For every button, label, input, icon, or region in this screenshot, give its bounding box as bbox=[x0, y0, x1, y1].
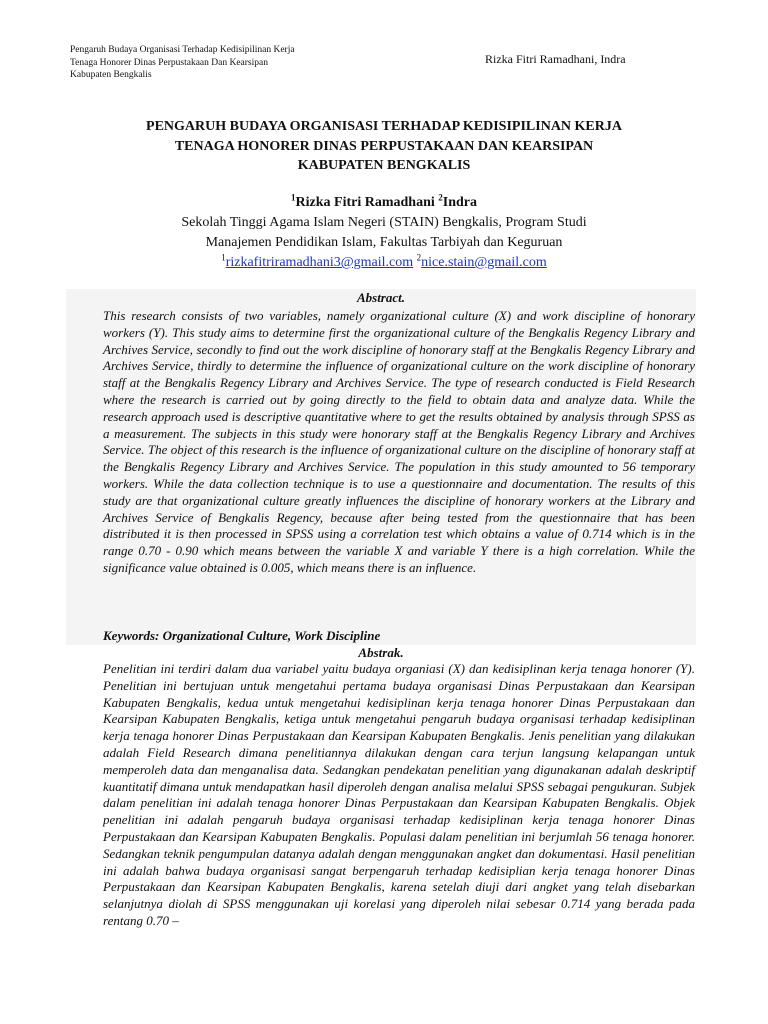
author-1-sup: 1 bbox=[291, 192, 296, 203]
author-block bbox=[60, 193, 708, 273]
title-line: TENAGA HONORER DINAS PERPUSTAKAAN DAN KEARSIPAN bbox=[174, 138, 594, 154]
running-header-title bbox=[70, 44, 370, 82]
email-link-1[interactable]: rizkafitriramadhani3@gmail.com bbox=[225, 255, 414, 270]
title-line: KABUPATEN BENGKALIS bbox=[297, 158, 471, 173]
running-title-line: Tenaga Honorer Dinas Perpustakaan Dan Kearsipan bbox=[70, 57, 268, 68]
affiliation-line: Manajemen Pendidikan Islam, Fakultas Tarbiyah dan Keguruan bbox=[205, 235, 563, 250]
paper-title bbox=[60, 117, 708, 176]
author-2-sup: 2 bbox=[438, 192, 443, 203]
email-link-2[interactable]: nice.stain@gmail.com bbox=[421, 255, 547, 270]
email-2-sup: 2 bbox=[416, 252, 422, 263]
abstract-heading: Abstract. bbox=[356, 290, 406, 305]
keywords: Keywords: Organizational Culture, Work Discipline bbox=[103, 628, 381, 643]
running-title-line: Kabupaten Bengkalis bbox=[70, 70, 152, 80]
author-names bbox=[60, 193, 708, 213]
abstract-body: This research consists of two variables, namely organizational culture (X) and work discipline of honorary workers (Y). This study aims to determine first the organizational culture of the Bengkalis Regency Library and Archives Service, secondly to find out the work discipline of honorary staff at the Bengkalis Regency Library and Archives Service, thirdly to determine the influence of organizational culture on the work discipline of honorary staff at the Bengkalis Regency Library and Archives Service. The type of research conducted is Field Research where the research is carried out by going directly to the field to obtain data and analyze data. While the research approach used is descriptive quantitative where to get the results obtained by analysis through SPSS as a measurement. The subjects in this study were honorary staff at the Bengkalis Regency Library and Archives Service. The object of this research is the influence of organizational culture on the discipline of honorary staff at the Bengkalis Regency Library and Archives Service. The population in this study amounted to 56 temporary workers. While the data collection technique is to use a questionnaire and documentation. The results of this study are that organizational culture greatly influences the discipline of honorary workers at the Library and Archives Service of Bengkalis Regency, because after being tested from the questionnaire that has been distributed it is then processed in SPSS using a correlation test which obtains a value of 0.714 which is in the range 0.70 - 0.90 which means between the variable X and variable Y there is a high correlation. While the significance value obtained is 0.005, which means there is an influence. bbox=[103, 308, 695, 575]
author-emails bbox=[60, 253, 708, 273]
title-line: PENGARUH BUDAYA ORGANISASI TERHADAP KEDISIPILINAN KERJA bbox=[146, 119, 622, 134]
abstrak-heading: Abstrak. bbox=[358, 645, 404, 660]
abstrak-body: Penelitian ini terdiri dalam dua variabel yaitu budaya organiasi (X) dan kedisiplinan kerja tenaga honorer (Y). Penelitian ini bertujuan untuk mengetahui pertama budaya organisasi Dinas Perpustakaan dan Kearsipan Kabupaten Bengkalis, kedua untuk mengetahui kedisiplinan kerja tenaga honorer Dinas Perpustakaan dan Kearsipan Kabupaten Bengkalis, ketiga untuk mengetahui pengaruh budaya organisasi terhadap kedisiplinan kerja tenaga honorer Dinas Perpustakaan dan Kearsipan Kabupaten Bengkalis. Jenis penelitian yang dilakukan adalah Field Research dimana penelitiannya dilakukan dengan cara terjun langsung kelapangan untuk memperoleh data dan menganalisa data. Sedangkan pendekatan penelitian yang digunakanan adalah deskriptif kuantitatif dimana untuk mendapatkan hasil diperoleh dengan analisa melalui SPSS sebagai pengukuran. Subjek dalam penelitian ini adalah tenaga honorer Dinas Perpustakaan dan Kearsipan Kabupaten Bengkalis. Objek penelitian ini adalah pengaruh budaya organisasi terhadap kedisiplinan kerja tenaga honorer Dinas Perpustakaan dan Kearsipan Kabupaten Bengkalis. Populasi dalam penelitian ini berjumlah 56 tenaga honorer. Sedangkan teknik pengumpulan datanya adalah dengan menggunakan angket dan dokumentasi. Hasil penelitian ini adalah bahwa budaya organisasi sangat berpengaruh terhadap kedisiplian kerja tenaga honorer Dinas Perpustakaan dan Kearsipan Kabupaten Bengkalis, karena setelah diuji dari angket yang telah disebarkan selanjutnya diolah di SPSS menggunakan uji korelasi yang diperoleh nilai sebesar 0.714 yang berada pada rentang 0.70 – bbox=[103, 661, 695, 928]
affiliation-line: Sekolah Tinggi Agama Islam Negeri (STAIN) Bengkalis, Program Studi bbox=[181, 215, 587, 230]
running-title-line: Pengaruh Budaya Organisasi Terhadap Kedisipilinan Kerja bbox=[70, 45, 295, 55]
running-header-authors: Rizka Fitri Ramadhani, Indra bbox=[485, 52, 626, 66]
email-1-sup: 1 bbox=[221, 252, 226, 263]
author-2-name: Indra bbox=[442, 195, 477, 210]
author-1-name: Rizka Fitri Ramadhani bbox=[295, 195, 439, 210]
